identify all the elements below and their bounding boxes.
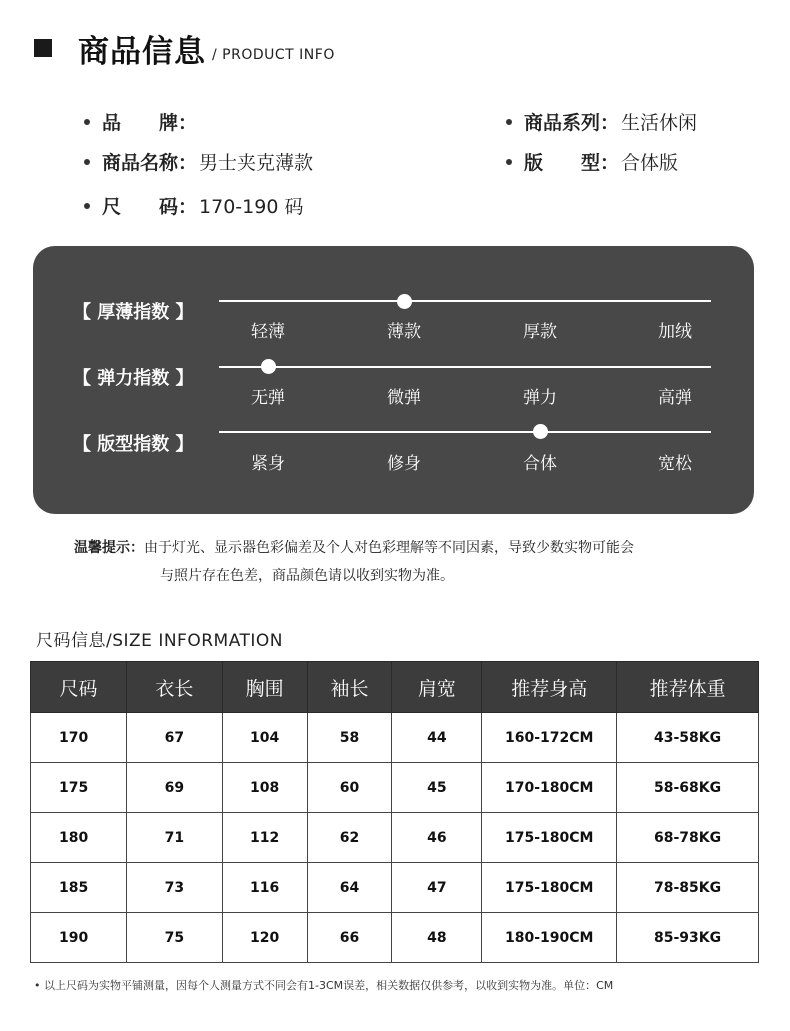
page-title: 商品信息 bbox=[78, 33, 206, 70]
info-label: 品 牌： bbox=[102, 112, 198, 134]
column-header: 尺码 bbox=[31, 662, 127, 713]
info-value: 170-190 码 bbox=[199, 196, 304, 218]
elasticity-option: 弹力 bbox=[523, 388, 557, 408]
square-bullet-icon bbox=[34, 39, 52, 57]
bullet-icon bbox=[84, 119, 90, 125]
table-cell: 62 bbox=[307, 813, 392, 863]
table-cell: 67 bbox=[126, 713, 222, 763]
table-cell: 175 bbox=[31, 763, 127, 813]
bullet-icon bbox=[506, 159, 512, 165]
table-row bbox=[31, 713, 759, 763]
thickness-option: 轻薄 bbox=[251, 322, 285, 342]
elasticity-index-track bbox=[219, 366, 711, 368]
elasticity-option: 无弹 bbox=[251, 388, 285, 408]
table-cell: 69 bbox=[126, 763, 222, 813]
table-header-row bbox=[31, 662, 759, 713]
table-cell: 180 bbox=[31, 813, 127, 863]
elasticity-option: 微弹 bbox=[387, 388, 421, 408]
bullet-icon bbox=[84, 203, 90, 209]
info-brand bbox=[84, 108, 199, 135]
elasticity-index-title: 【 弹力指数 】 bbox=[73, 368, 194, 389]
size-table bbox=[30, 661, 759, 963]
info-series bbox=[506, 108, 697, 135]
info-fit bbox=[506, 148, 678, 175]
table-cell: 170-180CM bbox=[482, 763, 617, 813]
table-row bbox=[31, 863, 759, 913]
table-cell: 175-180CM bbox=[482, 813, 617, 863]
info-product-name bbox=[84, 148, 313, 175]
fit-index-title: 【 版型指数 】 bbox=[73, 434, 194, 455]
table-cell: 47 bbox=[392, 863, 482, 913]
fit-option: 合体 bbox=[523, 454, 557, 474]
table-cell: 120 bbox=[222, 913, 307, 963]
table-cell: 85-93KG bbox=[617, 913, 759, 963]
info-value: 合体版 bbox=[621, 152, 679, 174]
column-header: 胸围 bbox=[222, 662, 307, 713]
thickness-option: 加绒 bbox=[658, 322, 692, 342]
tip-line-1: 由于灯光、显示器色彩偏差及个人对色彩理解等不同因素，导致少数实物可能会 bbox=[144, 540, 634, 556]
bullet-icon bbox=[84, 159, 90, 165]
table-cell: 116 bbox=[222, 863, 307, 913]
size-footnote: • 以上尺码为实物平铺测量，因每个人测量方式不同会有1-3CM误差，相关数据仅供参考，以收到实物为准。单位：CM bbox=[34, 979, 614, 992]
index-panel bbox=[33, 246, 754, 514]
table-cell: 170 bbox=[31, 713, 127, 763]
column-header: 衣长 bbox=[126, 662, 222, 713]
column-header: 肩宽 bbox=[392, 662, 482, 713]
fit-option: 紧身 bbox=[251, 454, 285, 474]
warm-tip bbox=[74, 534, 634, 590]
table-cell: 160-172CM bbox=[482, 713, 617, 763]
table-cell: 108 bbox=[222, 763, 307, 813]
table-cell: 190 bbox=[31, 913, 127, 963]
table-cell: 48 bbox=[392, 913, 482, 963]
elasticity-option: 高弹 bbox=[658, 388, 692, 408]
info-label: 商品名称： bbox=[102, 152, 198, 174]
table-cell: 73 bbox=[126, 863, 222, 913]
table-cell: 66 bbox=[307, 913, 392, 963]
fit-index-track bbox=[219, 431, 711, 433]
column-header: 袖长 bbox=[307, 662, 392, 713]
table-cell: 44 bbox=[392, 713, 482, 763]
table-cell: 180-190CM bbox=[482, 913, 617, 963]
info-label: 尺 码： bbox=[102, 196, 198, 218]
fit-index-marker bbox=[533, 424, 548, 439]
table-row bbox=[31, 813, 759, 863]
table-row bbox=[31, 913, 759, 963]
info-value: 生活休闲 bbox=[621, 112, 698, 134]
table-cell: 71 bbox=[126, 813, 222, 863]
thickness-index-marker bbox=[397, 294, 412, 309]
table-cell: 112 bbox=[222, 813, 307, 863]
info-size bbox=[84, 192, 303, 219]
thickness-option: 薄款 bbox=[387, 322, 421, 342]
table-cell: 75 bbox=[126, 913, 222, 963]
size-info-title: 尺码信息/SIZE INFORMATION bbox=[36, 631, 283, 651]
bullet-icon bbox=[506, 119, 512, 125]
table-cell: 68-78KG bbox=[617, 813, 759, 863]
table-cell: 43-58KG bbox=[617, 713, 759, 763]
table-cell: 64 bbox=[307, 863, 392, 913]
table-cell: 175-180CM bbox=[482, 863, 617, 913]
info-label: 商品系列： bbox=[524, 112, 620, 134]
section-header bbox=[34, 24, 335, 72]
page-subtitle: / PRODUCT INFO bbox=[212, 47, 335, 63]
thickness-index-track bbox=[219, 300, 711, 302]
table-cell: 58 bbox=[307, 713, 392, 763]
thickness-option: 厚款 bbox=[523, 322, 557, 342]
table-cell: 60 bbox=[307, 763, 392, 813]
thickness-index-title: 【 厚薄指数 】 bbox=[73, 302, 194, 323]
table-cell: 78-85KG bbox=[617, 863, 759, 913]
table-cell: 58-68KG bbox=[617, 763, 759, 813]
fit-option: 修身 bbox=[387, 454, 421, 474]
table-cell: 45 bbox=[392, 763, 482, 813]
fit-option: 宽松 bbox=[658, 454, 692, 474]
column-header: 推荐身高 bbox=[482, 662, 617, 713]
info-value: 男士夹克薄款 bbox=[199, 152, 314, 174]
info-label: 版 型： bbox=[524, 152, 620, 174]
table-cell: 104 bbox=[222, 713, 307, 763]
elasticity-index-marker bbox=[261, 359, 276, 374]
column-header: 推荐体重 bbox=[617, 662, 759, 713]
tip-line-2: 与照片存在色差，商品颜色请以收到实物为准。 bbox=[160, 568, 454, 584]
table-cell: 46 bbox=[392, 813, 482, 863]
tip-label: 温馨提示： bbox=[74, 540, 144, 556]
table-row bbox=[31, 763, 759, 813]
table-cell: 185 bbox=[31, 863, 127, 913]
